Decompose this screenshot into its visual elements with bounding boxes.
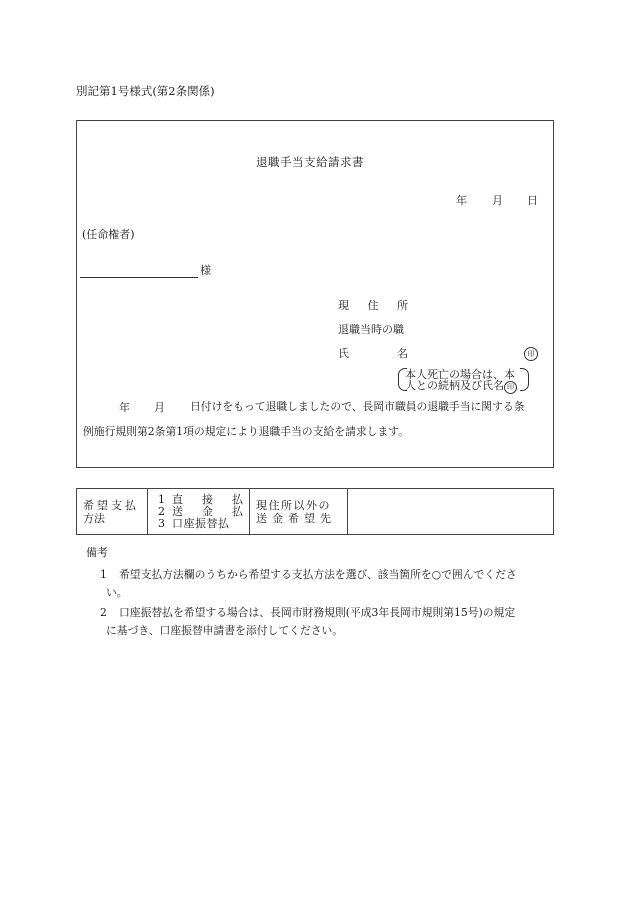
date-month-label: 月 xyxy=(492,194,503,207)
seal-icon: 印 xyxy=(524,347,538,361)
appointer-label: (任命権者) xyxy=(82,228,135,241)
current-address-label: 現 住 所 xyxy=(338,299,408,312)
method-header-cell xyxy=(77,489,148,535)
destination-value-cell[interactable] xyxy=(348,489,554,535)
notes-heading: 備考 xyxy=(86,546,108,559)
form-number: 別記第1号様式(第2条関係) xyxy=(76,84,215,98)
payment-method-table xyxy=(76,488,554,535)
form-title: 退職手当支給請求書 xyxy=(256,155,364,169)
method-options-cell xyxy=(148,489,250,535)
method-label-line-1: 希望支払 xyxy=(83,498,139,512)
body-text-line-2: 例施行規則第2条第1項の規定により退職手当の支給を請求します。 xyxy=(83,425,409,438)
method-label-line-2: 方法 xyxy=(83,511,105,525)
name-label: 氏 名 xyxy=(338,347,408,360)
request-form-frame xyxy=(76,120,554,468)
date-day-label: 日 xyxy=(527,194,538,207)
deceased-note: 本人死亡の場合は、本 人との続柄及び氏名 印 xyxy=(405,368,515,392)
relative-seal-icon: 印 xyxy=(504,381,517,394)
position-at-retirement-label: 退職当時の職 xyxy=(338,323,404,336)
body-month-label: 月 xyxy=(154,401,165,414)
date-year-label: 年 xyxy=(456,194,467,207)
body-text-line-1: 日付けをもって退職しましたので、長岡市職員の退職手当に関する条 xyxy=(190,400,525,413)
body-year-label: 年 xyxy=(119,401,130,414)
honorific-label: 様 xyxy=(200,264,211,277)
destination-header-cell xyxy=(250,489,348,535)
addressee-underline xyxy=(80,277,198,278)
destination-label-line-2: 送金希望先 xyxy=(256,511,336,525)
note-item: 2 口座振替払を希望する場合は、長岡市財務規則(平成3年長岡市規則第15号)の規定 に基づき、口座振替申請書を添付してください。 xyxy=(100,606,516,637)
option-remittance: 2 送 金 払 xyxy=(158,504,243,518)
destination-label-line-1: 現住所以外の xyxy=(256,498,331,512)
option-direct: 1 直 接 払 xyxy=(158,492,243,506)
seal-mark xyxy=(524,347,538,361)
note-item: 1 希望支払方法欄のうちから希望する支払方法を選び、該当箇所を○で囲んでくださ い。 xyxy=(100,568,517,599)
option-account-transfer: 3 口座振替払 xyxy=(158,516,230,530)
